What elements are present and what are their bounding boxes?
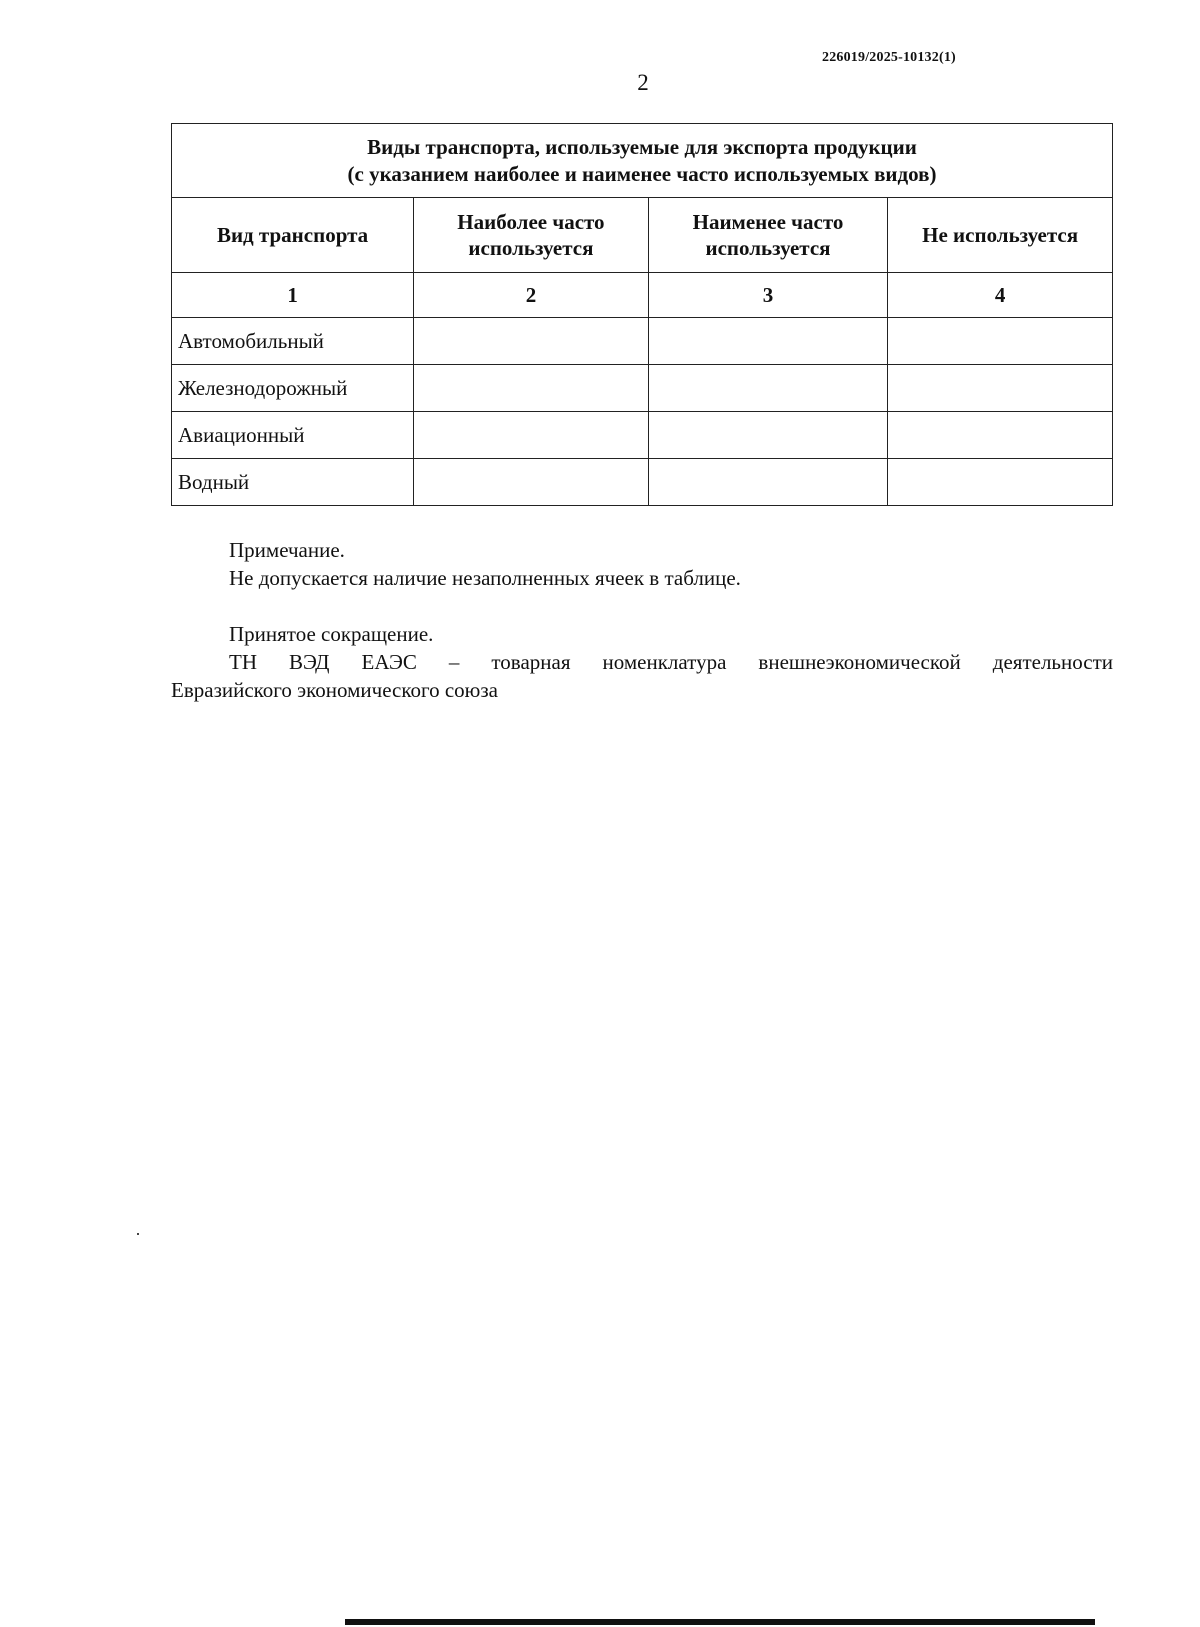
header-most-used: Наиболее часто используется — [414, 198, 649, 273]
column-number-4: 4 — [888, 273, 1113, 318]
least-used-cell[interactable] — [648, 459, 888, 506]
transport-name-cell: Автомобильный — [172, 318, 414, 365]
transport-name-cell: Авиационный — [172, 412, 414, 459]
table-caption-line-2: (с указанием наиболее и наименее часто используемых видов) — [347, 161, 937, 186]
not-used-cell[interactable] — [888, 459, 1113, 506]
most-used-cell[interactable] — [414, 365, 649, 412]
not-used-cell[interactable] — [888, 412, 1113, 459]
least-used-cell[interactable] — [648, 318, 888, 365]
notes-section — [171, 536, 1113, 704]
least-used-cell[interactable] — [648, 412, 888, 459]
table-row — [172, 365, 1113, 412]
abbreviation-definition-line-1: ТН ВЭД ЕАЭС – товарная номенклатура внешнеэкономической деятельности — [229, 650, 1113, 674]
transport-table — [171, 123, 1113, 506]
table-caption-line-1: Виды транспорта, используемые для экспорта продукции — [367, 134, 917, 159]
table-row — [172, 412, 1113, 459]
most-used-cell[interactable] — [414, 412, 649, 459]
scan-speck — [137, 1233, 139, 1235]
transport-name-cell: Водный — [172, 459, 414, 506]
column-number-3: 3 — [648, 273, 888, 318]
table-caption-row — [172, 124, 1113, 198]
most-used-cell[interactable] — [414, 318, 649, 365]
table-column-number-row — [172, 273, 1113, 318]
note-text: Не допускается наличие незаполненных ячеек в таблице. — [229, 566, 741, 590]
abbreviation-definition-line-2: Евразийского экономического союза — [171, 678, 498, 702]
column-number-1: 1 — [172, 273, 414, 318]
most-used-cell[interactable] — [414, 459, 649, 506]
note-title: Примечание. — [229, 538, 345, 562]
abbreviation-title: Принятое сокращение. — [229, 622, 434, 646]
notes-spacer — [171, 592, 1113, 620]
table-header-row — [172, 198, 1113, 273]
column-number-2: 2 — [414, 273, 649, 318]
page-number: 2 — [637, 70, 649, 95]
not-used-cell[interactable] — [888, 365, 1113, 412]
document-registration-number: 226019/2025-10132(1) — [822, 50, 956, 65]
table-caption — [172, 124, 1113, 198]
header-transport-type: Вид транспорта — [172, 198, 414, 273]
not-used-cell[interactable] — [888, 318, 1113, 365]
scan-bottom-edge-line — [345, 1619, 1095, 1625]
table-row — [172, 459, 1113, 506]
transport-name-cell: Железнодорожный — [172, 365, 414, 412]
header-least-used: Наименее часто используется — [648, 198, 888, 273]
table-row — [172, 318, 1113, 365]
least-used-cell[interactable] — [648, 365, 888, 412]
header-not-used: Не используется — [888, 198, 1113, 273]
